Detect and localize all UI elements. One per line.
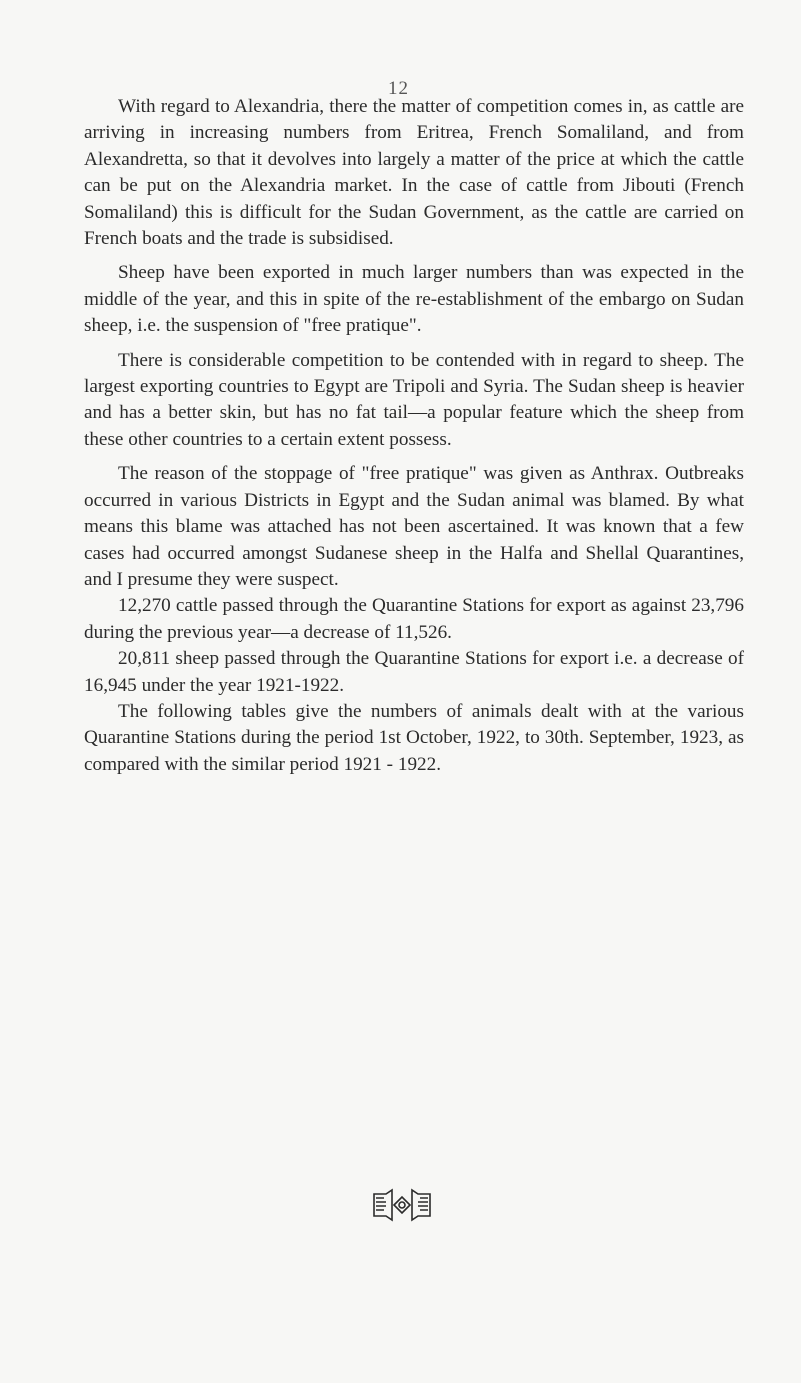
paragraph-sheep-competition: There is considerable competition to be contended with in regard to sheep. The largest exporting countries to Egypt are Tripoli and Syria. The Sudan sheep is heavier and has a better skin, but has no fat tail—a popular feature which the sheep from these other countries to a certain extent possess.: [84, 349, 744, 450]
paragraph-cattle-count: 12,270 cattle passed through the Quarantine Stations for export as against 23,796 during the previous year—a decrease of 11,526.: [84, 595, 744, 643]
paragraph-sheep-exports: Sheep have been exported in much larger numbers than was expected in the middle of the year, and this in spite of the re-establishment of the embargo on Sudan sheep, i.e. the suspension of "free pratique".: [84, 262, 744, 337]
paragraph-alexandria: With regard to Alexandria, there the matter of competition comes in, as cattle are arriving in increasing numbers from Eritrea, French Somaliland, and from Alexandretta, so that it devolves into largely a matter of the price at which the cattle can be put on the Alexandria market. In the case of cattle from Jibouti (French Somaliland) this is difficult for the Sudan Government, as the cattle are carried on French boats and the trade is subsidised.: [84, 96, 744, 250]
printer-ornament-icon: [370, 1188, 434, 1222]
paragraph-tables-intro: The following tables give the numbers of animals dealt with at the various Quarantine Stations during the period 1st October, 1922, to 30th. September, 1923, as compared with the similar period 1921 - 1922.: [84, 700, 744, 775]
body-text: [84, 94, 744, 786]
paragraph-anthrax: The reason of the stoppage of "free pratique" was given as Anthrax. Outbreaks occurred in various Districts in Egypt and the Sudan animal was blamed. By what means this blame was attached has not been ascertained. It was known that a few cases had occurred amongst Sudanese sheep in the Halfa and Shellal Quarantines, and I presume they were suspect.: [84, 463, 744, 590]
page-number: 12: [388, 78, 409, 99]
paragraph-sheep-count: 20,811 sheep passed through the Quarantine Stations for export i.e. a decrease of 16,945 under the year 1921-1922.: [84, 648, 744, 696]
